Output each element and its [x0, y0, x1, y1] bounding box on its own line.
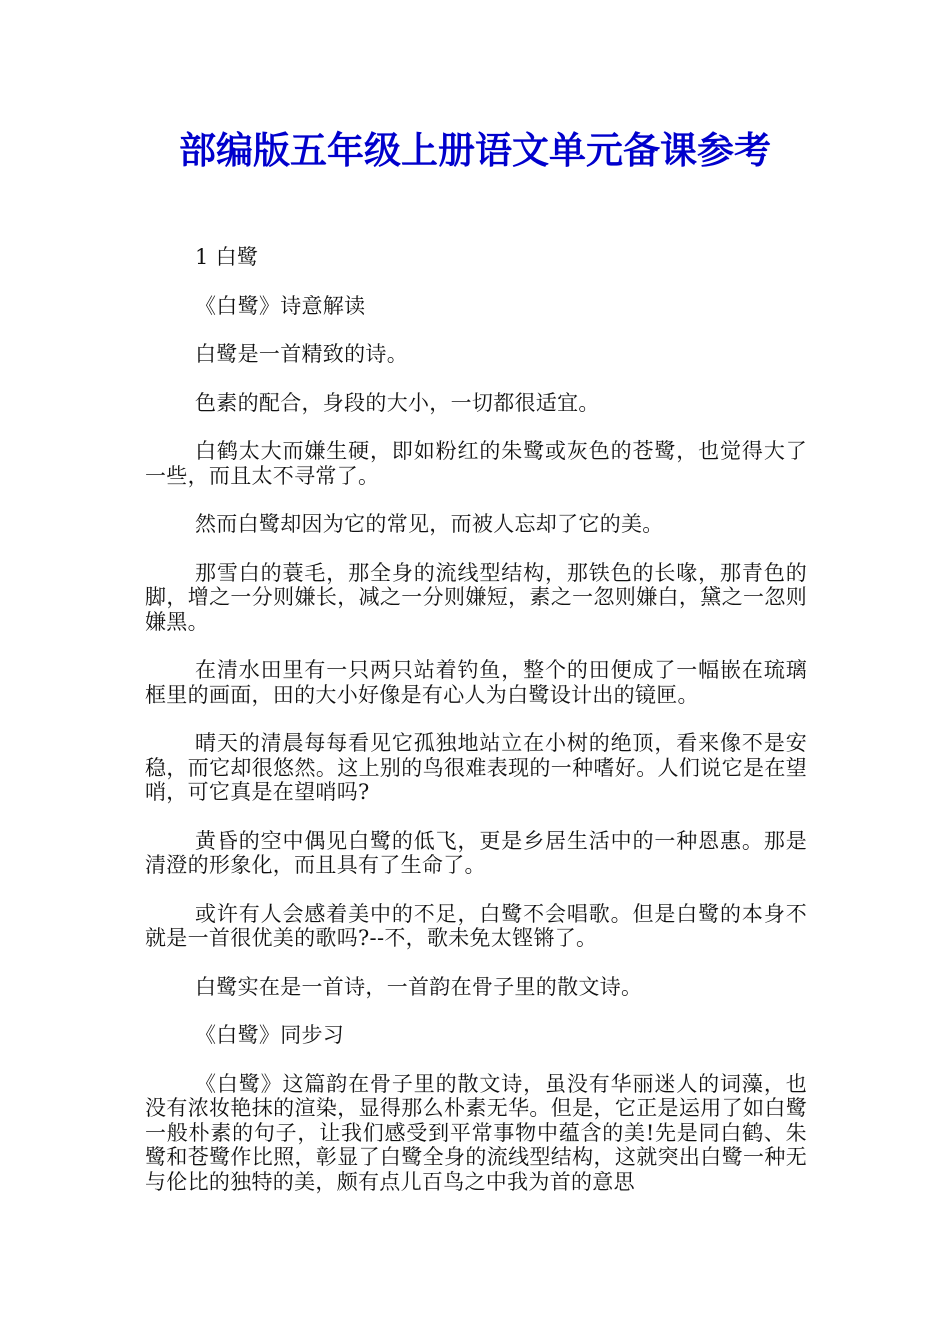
paragraph-section-heading: 《白鹭》同步习	[195, 1023, 345, 1047]
paragraph: 晴天的清晨每每看见它孤独地站立在小树的绝顶，看来像不是安稳，而它却很悠然。这上别的鸟很难表现的一种嗜好。人们说它是在望哨，可它真是在望哨吗?	[145, 731, 807, 804]
paragraph: 或许有人会感着美中的不足，白鹭不会唱歌。但是白鹭的本身不就是一首很优美的歌吗?--不，歌未免太铿锵了。	[145, 901, 807, 950]
paragraph: 黄昏的空中偶见白鹭的低飞，更是乡居生活中的一种恩惠。那是清澄的形象化，而且具有了生命了。	[145, 828, 807, 877]
document-title: 部编版五年级上册语文单元备课参考	[179, 128, 771, 172]
paragraph: 《白鹭》这篇韵在骨子里的散文诗，虽没有华丽迷人的词藻，也没有浓妆艳抹的渲染，显得那么朴素无华。但是，它正是运用了如白鹭一般朴素的句子，让我们感受到平常事物中蕴含的美!先是同白鹤、朱鹭和苍鹭作比照，彰显了白鹭全身的流线型结构，这就突出白鹭一种无与伦比的独特的美，颇有点儿百鸟之中我为首的意思	[145, 1071, 807, 1194]
paragraph: 然而白鹭却因为它的常见，而被人忘却了它的美。	[195, 512, 664, 536]
paragraph: 白鹭是一首精致的诗。	[195, 342, 408, 366]
document-body	[145, 245, 807, 1194]
paragraph: 白鹤太大而嫌生硬，即如粉红的朱鹭或灰色的苍鹭，也觉得大了一些，而且太不寻常了。	[145, 439, 807, 488]
paragraph: 在清水田里有一只两只站着钓鱼，整个的田便成了一幅嵌在琉璃框里的画面，田的大小好像是有心人为白鹭设计出的镜匣。	[145, 658, 807, 707]
paragraph: 那雪白的蓑毛，那全身的流线型结构，那铁色的长喙，那青色的脚，增之一分则嫌长，减之一分则嫌短，素之一忽则嫌白，黛之一忽则嫌黑。	[145, 560, 807, 634]
paragraph-lesson-heading: 1 白鹭	[195, 245, 259, 269]
paragraph-section-heading: 《白鹭》诗意解读	[195, 293, 366, 318]
paragraph: 白鹭实在是一首诗，一首韵在骨子里的散文诗。	[195, 974, 643, 999]
paragraph: 色素的配合，身段的大小，一切都很适宜。	[195, 390, 600, 415]
